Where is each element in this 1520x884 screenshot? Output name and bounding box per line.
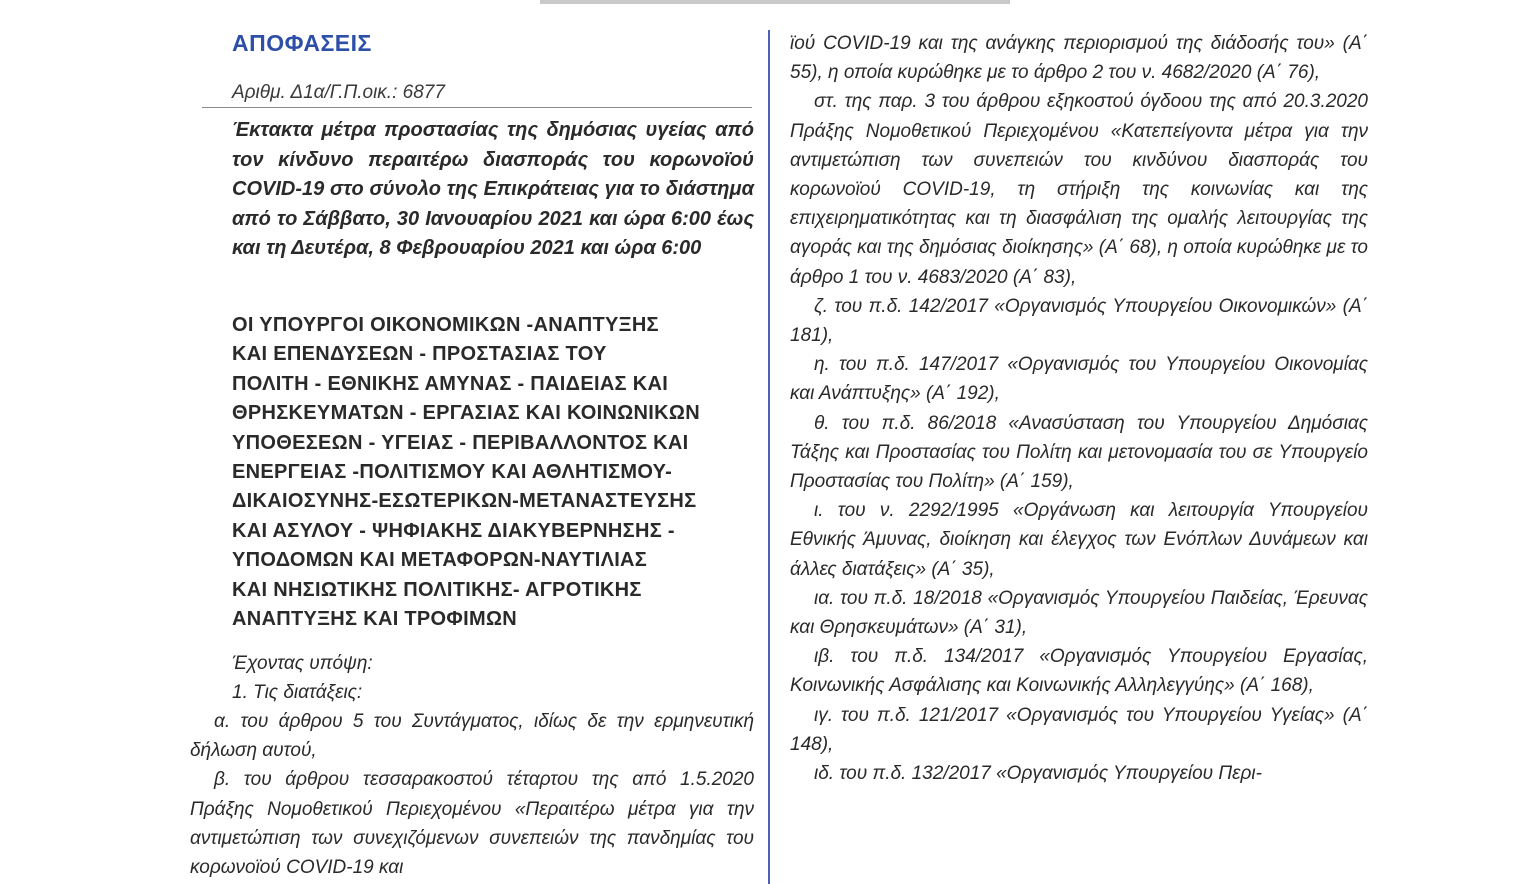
paragraph: ια. του π.δ. 18/2018 «Οργανισμός Υπουργείου Παιδείας, Έρευνας και Θρησκευμάτων» (Α΄ 31), [790, 587, 1368, 639]
decision-number: Αριθμ. Δ1α/Γ.Π.οικ.: 6877 [232, 82, 445, 103]
ministers-line: ΔΙΚΑΙΟΣΥΝΗΣ-ΕΣΩΤΕΡΙΚΩΝ-ΜΕΤΑΝΑΣΤΕΥΣΗΣ [232, 490, 697, 513]
paragraph: ιδ. του π.δ. 132/2017 «Οργανισμός Υπουργείου Περι- [814, 763, 1262, 785]
ministers-line: ΘΡΗΣΚΕΥΜΑΤΩΝ - ΕΡΓΑΣΙΑΣ ΚΑΙ ΚΟΙΝΩΝΙΚΩΝ [232, 402, 700, 425]
section-title: ΑΠΟΦΑΣΕΙΣ [232, 30, 372, 56]
ministers-line: ΥΠΟΘΕΣΕΩΝ - ΥΓΕΙΑΣ - ΠΕΡΙΒΑΛΛΟΝΤΟΣ ΚΑΙ [232, 431, 689, 454]
title-rule [202, 107, 752, 108]
provisions-heading: 1. Τις διατάξεις: [232, 682, 363, 703]
ministers-line: ΚΑΙ ΑΣΥΛΟΥ - ΨΗΦΙΑΚΗΣ ΔΙΑΚΥΒΕΡΝΗΣΗΣ - [232, 519, 675, 542]
paragraph: ιγ. του π.δ. 121/2017 «Οργανισμός του Υπουργείου Υγείας» (Α΄ 148), [790, 704, 1368, 755]
ministers-line: ΑΝΑΠΤΥΞΗΣ ΚΑΙ ΤΡΟΦΙΜΩΝ [232, 608, 518, 631]
paragraph: α. του άρθρου 5 του Συντάγματος, ιδίως δε την ερμηνευτική δήλωση αυτού, [190, 711, 754, 762]
decision-title: Έκτακτα μέτρα προστασίας της δημόσιας υγείας από τον κίνδυνο περαιτέρω διασποράς του κορωνοϊού COVID-19 στο σύνολο της Επικράτειας για το διάστημα από το Σάββατο, 30 Ιανουαρίου 2021 και ώρα 6:00 έως και τη Δευτέρα, 8 Φεβρουαρίου 2021 και ώρα 6:00 [232, 119, 754, 259]
paragraph: ι. του ν. 2292/1995 «Οργάνωση και λειτουργία Υπουργείου Εθνικής Άμυνας, διοίκηση και έλεγχος των Ενόπλων Δυνάμεων και άλλες διατάξεις» (Α΄ 35), [790, 500, 1368, 580]
paragraph: ιβ. του π.δ. 134/2017 «Οργανισμός Υπουργείου Εργασίας, Κοινωνικής Ασφάλισης και Κοινωνικής Αλληλεγγύης» (Α΄ 168), [790, 646, 1368, 697]
previous-page-strip [540, 0, 1010, 4]
right-paragraphs [790, 29, 1368, 788]
ministers-heading [232, 311, 754, 634]
paragraph: ϊού COVID-19 και της ανάγκης περιορισμού της διάδοσής του» (Α΄ 55), η οποία κυρώθηκε με το άρθρο 2 του ν. 4682/2020 (Α΄ 76), [790, 33, 1368, 84]
considering-label: Έχοντας υπόψη: [232, 653, 373, 674]
paragraph: η. του π.δ. 147/2017 «Οργανισμός του Υπουργείου Οικονομίας και Ανάπτυξης» (Α΄ 192), [790, 354, 1368, 405]
ministers-line: ΕΝΕΡΓΕΙΑΣ -ΠΟΛΙΤΙΣΜΟΥ ΚΑΙ ΑΘΛΗΤΙΣΜΟΥ- [232, 461, 673, 484]
paragraph: ζ. του π.δ. 142/2017 «Οργανισμός Υπουργείου Οικονομικών» (Α΄ 181), [790, 295, 1368, 347]
column-divider [768, 30, 770, 884]
ministers-line: ΚΑΙ ΝΗΣΙΩΤΙΚΗΣ ΠΟΛΙΤΙΚΗΣ- ΑΓΡΟΤΙΚΗΣ [232, 578, 642, 601]
paragraph: θ. του π.δ. 86/2018 «Ανασύσταση του Υπουργείου Δημόσιας Τάξης και Προστασίας του Πολίτη και μετονομασία του σε Υπουργείο Προστασίας του Πολίτη» (Α΄ 159), [790, 412, 1368, 493]
ministers-line: ΠΟΛΙΤΗ - ΕΘΝΙΚΗΣ ΑΜΥΝΑΣ - ΠΑΙΔΕΙΑΣ ΚΑΙ [232, 372, 669, 395]
ministers-line: ΟΙ ΥΠΟΥΡΓΟΙ ΟΙΚΟΝΟΜΙΚΩΝ -ΑΝΑΠΤΥΞΗΣ [232, 314, 659, 336]
left-paragraphs [190, 707, 754, 882]
ministers-line: ΚΑΙ ΕΠΕΝΔΥΣΕΩΝ - ΠΡΟΣΤΑΣΙΑΣ ΤΟΥ [232, 343, 607, 366]
paragraph: β. του άρθρου τεσσαρακοστού τέταρτου της από 1.5.2020 Πράξης Νομοθετικού Περιεχομένου «Περαιτέρω μέτρα για την αντιμετώπιση των συνεχιζόμενων συνεπειών της πανδημίας του κορωνοϊού COVID-19 και [190, 769, 754, 879]
ministers-line: ΥΠΟΔΟΜΩΝ ΚΑΙ ΜΕΤΑΦΟΡΩΝ-ΝΑΥΤΙΛΙΑΣ [232, 549, 648, 572]
paragraph: στ. της παρ. 3 του άρθρου εξηκοστού όγδοου της από 20.3.2020 Πράξης Νομοθετικού Περιεχομένου «Κατεπείγοντα μέτρα για την αντιμετώπιση των συνεπειών του κινδύνου διασποράς του κορωνοϊού COVID-19, τη στήριξη της κοινωνίας και της επιχειρηματικότητας και τη διασφάλιση της ομαλής λειτουργίας της αγοράς και της δημόσιας διοίκησης» (Α΄ 68), η οποία κυρώθηκε με το άρθρο 1 του ν. 4683/2020 (Α΄ 83), [790, 91, 1368, 288]
